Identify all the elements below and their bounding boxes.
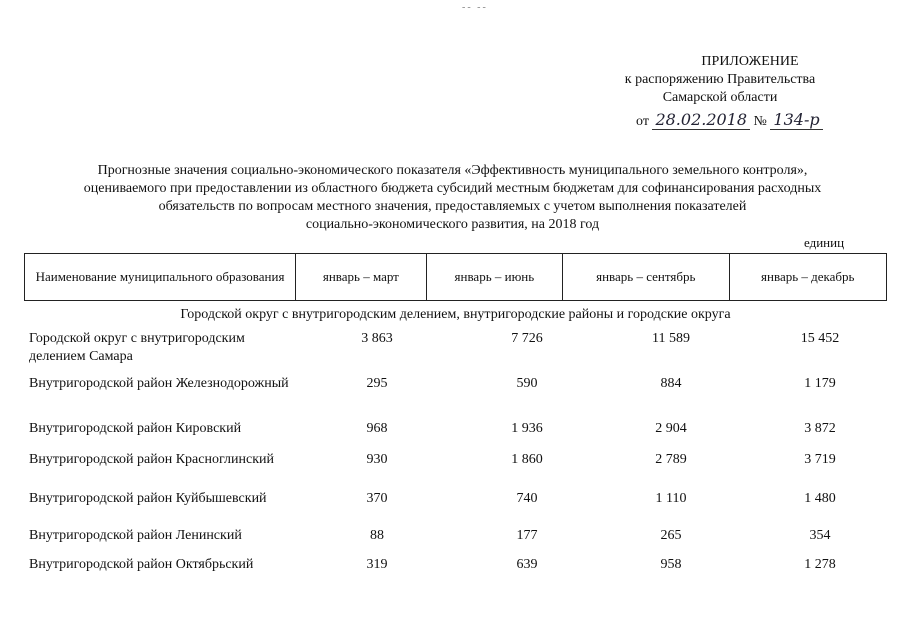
row-value-q3: 2 789 [655, 452, 687, 467]
row-value-q1: 295 [366, 376, 388, 391]
row-value-q4: 3 872 [804, 421, 836, 436]
scan-mark: -- -- [462, 2, 488, 13]
appendix-line-1: к распоряжению Правительства [624, 72, 816, 87]
row-value-q3: 1 110 [655, 491, 687, 506]
column-header-q4: январь – декабрь [729, 254, 886, 301]
row-name: Внутригородской район Октябрьский [29, 557, 254, 572]
heading-line-3: обязательств по вопросам местного значения, предоставляемых с учетом выполнения показателей [158, 199, 747, 214]
order-date-number [636, 110, 823, 130]
row-value-q4: 15 452 [800, 331, 840, 346]
table-header [24, 253, 887, 301]
row-name: Городской округ с внутригородским делением Самара [29, 331, 245, 364]
row-name: Внутригородской район Ленинский [29, 528, 242, 543]
row-value-q1: 370 [366, 491, 388, 506]
appendix-block [560, 53, 880, 107]
row-value-q1: 319 [366, 557, 388, 572]
table-section-title: Городской округ с внутригородским делением, внутригородские районы и городские округа [180, 307, 731, 322]
row-value-q2: 590 [516, 376, 538, 391]
row-value-q3: 884 [660, 376, 682, 391]
column-header-q3: январь – сентябрь [563, 254, 729, 301]
row-value-q1: 88 [370, 528, 384, 543]
row-value-q2: 1 936 [511, 421, 543, 436]
row-value-q2: 639 [516, 557, 538, 572]
appendix-title: ПРИЛОЖЕНИЕ [701, 54, 799, 69]
row-name: Внутригородской район Кировский [29, 421, 242, 436]
row-value-q3: 11 589 [652, 331, 690, 346]
row-value-q1: 930 [366, 452, 388, 467]
row-name: Внутригородской район Красноглинский [29, 452, 274, 467]
row-value-q1: 968 [366, 421, 388, 436]
column-header-q2: январь – июнь [426, 254, 562, 301]
row-value-q2: 740 [516, 491, 538, 506]
row-value-q2: 1 860 [511, 452, 543, 467]
row-value-q4: 3 719 [804, 452, 836, 467]
row-value-q3: 958 [660, 557, 682, 572]
appendix-line-2: Самарской области [662, 90, 778, 105]
handwritten-number: 134-р [770, 110, 822, 130]
row-value-q4: 1 278 [804, 557, 836, 572]
date-prefix: от [636, 114, 649, 129]
row-value-q1: 3 863 [361, 331, 393, 346]
row-value-q4: 1 179 [804, 376, 836, 391]
heading-line-2: оцениваемого при предоставлении из областного бюджета субсидий местным бюджетам для софинансирования расходных [83, 181, 822, 196]
column-header-name: Наименование муниципального образования [25, 254, 296, 301]
number-prefix: № [753, 114, 767, 129]
column-header-q1: январь – март [296, 254, 427, 301]
row-name: Внутригородской район Куйбышевский [29, 491, 267, 506]
row-value-q2: 7 726 [511, 331, 543, 346]
document-heading [40, 162, 865, 234]
row-name: Внутригородской район Железнодорожный [29, 376, 289, 391]
handwritten-date: 28.02.2018 [652, 110, 750, 130]
row-value-q4: 1 480 [804, 491, 836, 506]
row-value-q3: 2 904 [655, 421, 687, 436]
heading-line-4: социально-экономического развития, на 2018 год [305, 217, 600, 232]
heading-line-1: Прогнозные значения социально-экономического показателя «Эффективность муниципального земельного контроля», [97, 163, 808, 178]
units-label: единиц [804, 235, 845, 250]
row-value-q4: 354 [809, 528, 831, 543]
row-value-q3: 265 [660, 528, 682, 543]
row-value-q2: 177 [516, 528, 538, 543]
